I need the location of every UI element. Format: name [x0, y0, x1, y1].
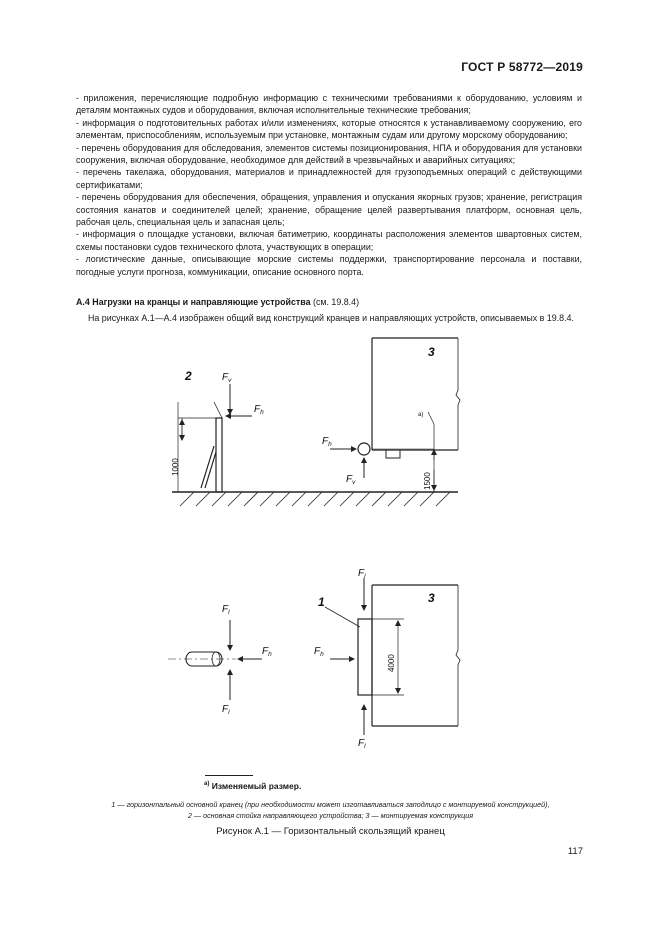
dim-1500: 1500	[423, 472, 432, 490]
label-fv-top: $F_v$	[222, 372, 232, 384]
label-fl-right-top: $F_l$	[358, 568, 366, 580]
label-fl-left-top: $F_l$	[222, 604, 230, 616]
list-item: - перечень оборудования для обследования, элементов системы позиционирования, НПА и оборудования для установки сооружения, включая оборудование, необходимое для действий в чрезвычайных и аварийных ситуациях;	[76, 142, 582, 166]
list-item: - информация о подготовительных работах и/или изменениях, которые относятся к устанавливаемому сооружению, его элементам, приспособлениям, используемым при установке, монтажным судам или другому морскому оборудованию;	[76, 117, 582, 141]
label-item-2: 2	[185, 369, 192, 383]
label-fl-right-bottom: $F_l$	[358, 738, 366, 750]
label-item-1: 1	[318, 595, 325, 609]
document-header: ГОСТ Р 58772—2019	[461, 60, 583, 74]
guide-post-side-view	[172, 384, 458, 506]
footnote	[204, 781, 301, 791]
label-fh-right-bottom: $F_h$	[314, 646, 324, 658]
page-number: 117	[567, 846, 583, 857]
list-item: - перечень такелажа, оборудования, материалов и принадлежностей для грузоподъемных операций с действующими сертификатами;	[76, 167, 582, 190]
section-ref: (см. 19.8.4)	[312, 297, 360, 307]
footnote-divider	[205, 775, 253, 776]
label-note-a: a)	[418, 412, 424, 418]
figure-caption: Рисунок А.1 — Горизонтальный скользящий кранец	[216, 826, 445, 837]
footnote-marker: a)	[204, 781, 210, 788]
label-fv-right: $F_v$	[346, 474, 356, 486]
footnote-text: Изменяемый размер.	[211, 781, 302, 791]
section-number: А.4	[76, 297, 90, 307]
label-fh-right: $F_h$	[322, 436, 332, 448]
legend-line: 2 — основная стойка направляющего устройства; 3 — монтируемая конструкция	[187, 811, 474, 820]
section-title: Нагрузки на кранцы и направляющие устройства	[92, 297, 311, 307]
label-item-3-top: 3	[428, 345, 435, 359]
list-item: - логистические данные, описывающие морские системы поддержки, транспортирование персонала и поставки, погодные услуги прогноза, коммуникации, описание основного порта.	[76, 254, 582, 277]
intro-paragraph: На рисунках А.1—А.4 изображен общий вид конструкций кранцев и направляющих устройств, описываемых в 19.8.4.	[88, 313, 574, 323]
list-item: - перечень оборудования для обеспечения, обращения, управления и опускания якорных грузов; хранение, регистрация состояния канатов и соединителей целей; хранение, обращение целей развертывания платформ, основная цель, рабочая цель, специальная цель и запасная цель;	[76, 192, 582, 228]
list-item: - приложения, перечисляющие подробную информацию с техническими требованиями к оборудованию, условиям и деталям монтажных судов и оборудования, включая исполнительные технические требования;	[76, 93, 582, 116]
list-item: - информация о площадке установки, включая батиметрию, координаты расположения элементов швартовных систем, схемы постановки судов технического флота, участвующих в операции;	[76, 229, 582, 252]
dim-1000: 1000	[171, 458, 180, 476]
structure-side-view	[330, 338, 460, 492]
label-fh-top: $F_h$	[254, 404, 264, 416]
legend-line: 1 — горизонтальный основной кранец (при необходимости может изготавливаться заподлицо с монтируемой конструкцией),	[111, 800, 550, 809]
fender-plan-view	[168, 620, 262, 700]
label-item-3-bottom: 3	[428, 591, 435, 605]
label-fh-left: $F_h$	[262, 646, 272, 658]
label-fl-left-bottom: $F_l$	[222, 704, 230, 716]
dim-4000: 4000	[387, 654, 396, 672]
figure-labels	[171, 345, 435, 750]
